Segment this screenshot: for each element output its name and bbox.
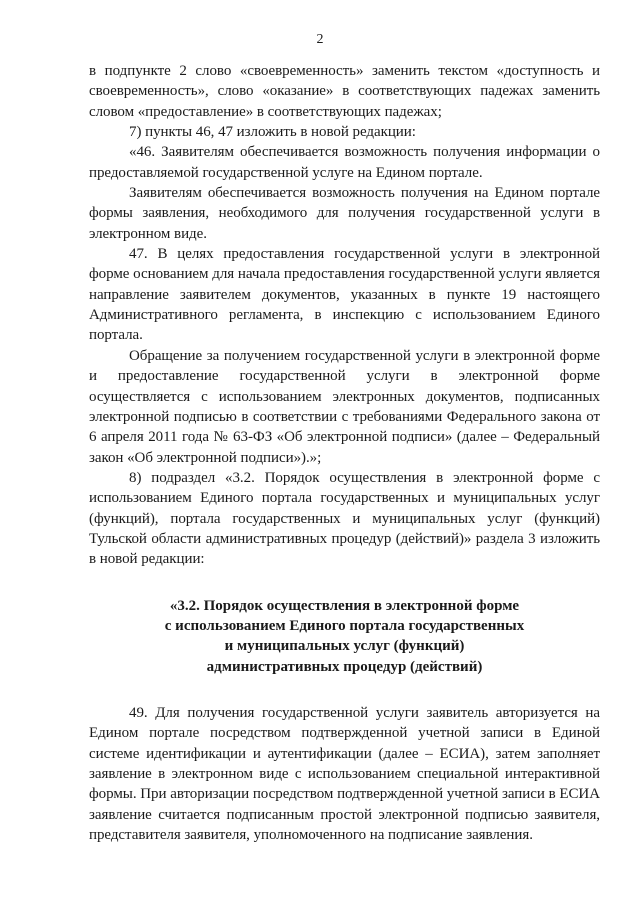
section-heading-line-2: с использованием Единого портала государственных <box>164 617 525 634</box>
paragraph-2: «46. Заявителям обеспечивается возможность получения информации о предоставляемой государственной услуге на Едином портале. <box>89 144 600 181</box>
paragraph-4: 47. В целях предоставления государственной услуги в электронной форме основанием для начала предоставления государственной услуги является направление заявителем документов, указанных в пункте 19 настоящего Административного регламента, в инспекцию с использованием Единого портала. <box>89 246 600 344</box>
section-heading-line-1: «3.2. Порядок осуществления в электронной форме <box>169 597 520 614</box>
paragraphs-after <box>89 703 600 845</box>
paragraph-6: 8) подраздел «3.2. Порядок осуществления в электронной форме с использованием Единого портала государственных и муниципальных услуг (функций), портала государственных и муниципальных услуг (функций) Тульской области административных процедур (действий)» раздела 3 изложить в новой редакции: <box>89 469 600 568</box>
paragraph-3: Заявителям обеспечивается возможность получения на Едином портале формы заявления, необходимого для получения государственной услуги в электронном виде. <box>89 185 600 242</box>
paragraph-5: Обращение за получением государственной услуги в электронной форме и предоставление государственной услуги в электронной форме осуществляется с использованием электронных документов, подписанных электронной подписью в соответствии с требованиями Федерального закона от 6 апреля 2011 года № 63-ФЗ «Об электронной подписи» (далее – Федеральный закон «Об электронной подписи»).»; <box>89 347 600 466</box>
section-heading-line-4: административных процедур (действий) <box>206 658 483 675</box>
paragraph-0: в подпункте 2 слово «своевременность» заменить текстом «доступность и своевременность», слово «оказание» в соответствующих падежах заменить словом «предоставление» в соответствующих падежах; <box>89 63 600 120</box>
page-number: 2 <box>316 32 324 47</box>
document-body <box>89 61 600 845</box>
section-heading <box>89 596 600 677</box>
paragraph-49: 49. Для получения государственной услуги заявитель авторизуется на Едином портале посредством подтвержденной учетной записи в Единой системе идентификации и аутентификации (далее – ЕСИА), затем заполняет заявление в электронном виде с использованием специальной интерактивной формы. При авторизации посредством подтвержденной учетной записи в ЕСИА заявление считается подписанным простой электронной подписью заявителя, представителя заявителя, уполномоченного на подписание заявления. <box>89 704 600 844</box>
paragraph-1: 7) пункты 46, 47 изложить в новой редакции: <box>129 124 416 141</box>
paragraphs-before <box>89 61 600 570</box>
section-heading-line-3: и муниципальных услуг (функций) <box>224 638 465 655</box>
